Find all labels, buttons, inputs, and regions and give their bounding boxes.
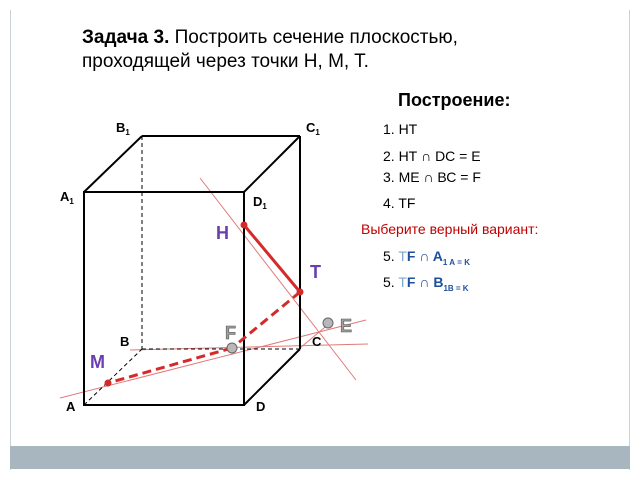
construction-step-3: 3. МЕ ∩ ВС = F [383,169,481,185]
option-prefix: T [398,248,407,264]
label-c: C [312,334,322,349]
point-f [227,343,237,353]
label-a: A [66,399,76,414]
option-text: F ∩ A [406,248,443,264]
task-number: Задача 3. [82,27,170,48]
task-text: Построить сечение плоскостью, проходящей через точки H, M, T. [82,27,458,72]
label-f: F [225,323,236,343]
option-subscript: 1 A [442,257,456,267]
section-fm [108,348,232,383]
label-b: B [120,334,130,349]
construction-heading: Построение: [398,90,511,110]
section-ht [244,225,300,292]
label-e: E [340,316,353,336]
point-t [297,289,304,296]
point-m [105,380,112,387]
option-number: 5. [383,274,399,290]
label-a1: $A_1$ [60,189,74,206]
choose-prompt: Выберите верный вариант: [361,221,539,237]
option-tail: = K [453,284,469,293]
label-d1: $D_1$ [253,194,267,211]
label-h: H [216,223,229,243]
construction-step-2: 2. НТ ∩ DC = E [383,148,481,164]
label-m: M [90,352,105,372]
label-d: D [256,399,266,414]
option-number: 5. [383,248,399,264]
edge-a1b1 [84,136,142,192]
edge-dc [244,349,300,405]
edge-d1c1 [244,136,300,192]
construction-step-4: 4. TF [383,195,416,211]
option-text: F ∩ B [406,274,444,290]
option-tail: = K [455,258,470,267]
option-prefix: T [398,274,407,290]
label-c1: $C_1$ [306,120,320,137]
label-t: T [310,262,321,282]
label-b1: $B_1$ [116,120,130,137]
point-e [323,318,333,328]
point-h [241,222,248,229]
option-subscript: 1B [443,283,454,293]
construction-step-1: 1. НТ [383,121,418,137]
